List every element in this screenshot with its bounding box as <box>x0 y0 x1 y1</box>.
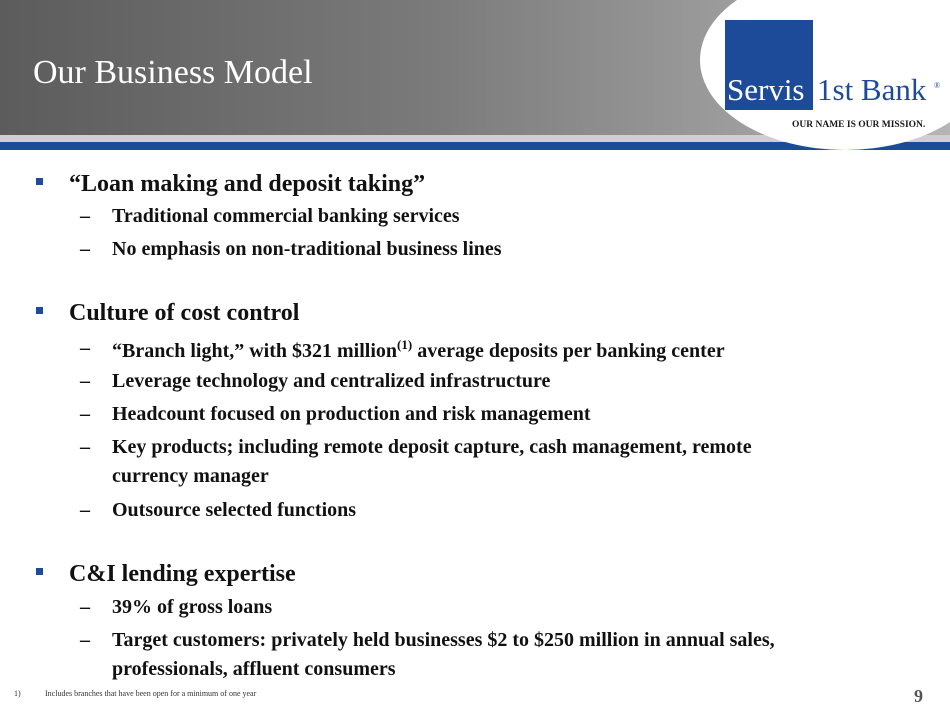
dash-bullet: – <box>80 499 90 521</box>
logo-tagline: OUR NAME IS OUR MISSION. <box>792 120 926 130</box>
dash-bullet: – <box>80 596 90 618</box>
dash-bullet: – <box>80 436 90 458</box>
footnote-number: 1) <box>14 689 21 698</box>
list-item: Headcount focused on production and risk management <box>112 403 591 425</box>
dash-bullet: – <box>80 337 90 359</box>
bullet-square <box>36 178 43 185</box>
logo-name-part2: 1st Bank <box>817 72 927 107</box>
footnote-reference: (1) <box>397 337 413 352</box>
list-item: Target customers: privately held businesses $2 to $250 million in annual sales, <box>112 629 775 651</box>
logo-registered-mark: ® <box>934 81 941 90</box>
page-number: 9 <box>914 686 923 706</box>
footnote-text: Includes branches that have been open for a minimum of one year <box>45 689 257 698</box>
slide-title: Our Business Model <box>33 54 313 91</box>
list-item-continuation: currency manager <box>112 465 269 487</box>
list-item-text: average deposits per banking center <box>412 340 725 362</box>
section-heading: Culture of cost control <box>69 300 300 326</box>
dash-bullet: – <box>80 205 90 227</box>
list-item: Key products; including remote deposit capture, cash management, remote <box>112 436 752 458</box>
list-item: Leverage technology and centralized infrastructure <box>112 370 551 392</box>
bullet-square <box>36 568 43 575</box>
section-heading: C&I lending expertise <box>69 561 296 587</box>
logo-name-part1: Servis <box>727 72 805 107</box>
dash-bullet: – <box>80 370 90 392</box>
section-heading: “Loan making and deposit taking” <box>69 171 426 197</box>
list-item: Outsource selected functions <box>112 499 357 521</box>
list-item: No emphasis on non-traditional business lines <box>112 238 502 260</box>
dash-bullet: – <box>80 629 90 651</box>
bullet-square <box>36 307 43 314</box>
list-item-text: “Branch light,” with $321 million <box>112 340 398 362</box>
list-item-continuation: professionals, affluent consumers <box>112 658 396 680</box>
list-item: Traditional commercial banking services <box>112 205 460 227</box>
list-item: 39% of gross loans <box>112 596 273 618</box>
dash-bullet: – <box>80 238 90 260</box>
list-item <box>112 338 725 361</box>
dash-bullet: – <box>80 403 90 425</box>
